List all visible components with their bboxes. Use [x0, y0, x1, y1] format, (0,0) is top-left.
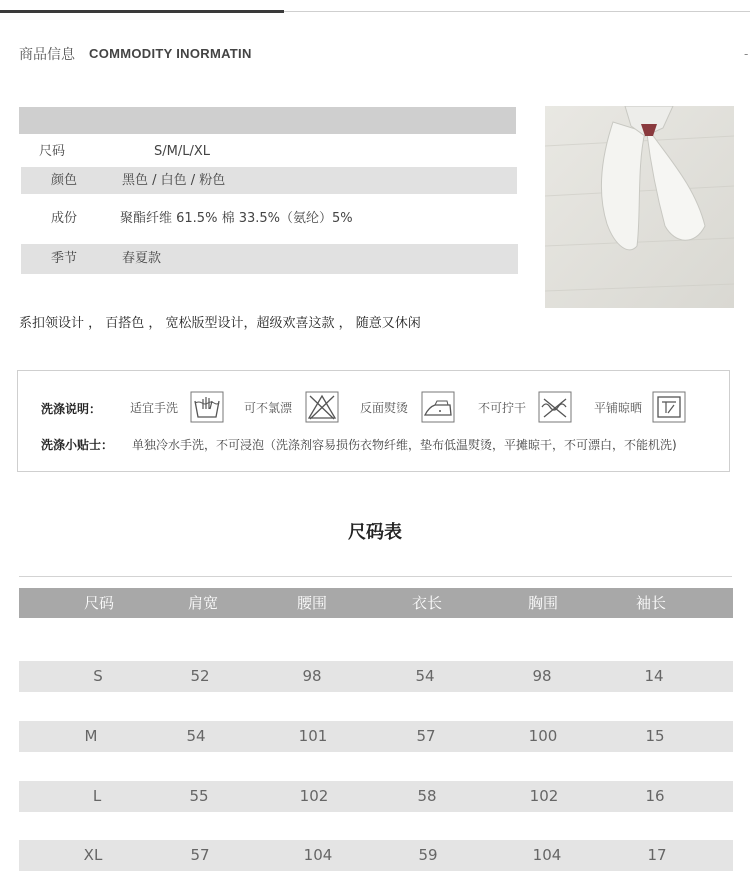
care-tips-text: 单独冷水手洗，不可浸泡（洗涤剂容易损伤衣物纤维，垫布低温熨烫，平摊晾干，不可漂白，不能机洗)	[132, 438, 677, 452]
attribute-label: 尺码	[38, 144, 65, 159]
size-table-divider	[19, 576, 732, 577]
size-table-cell: XL	[83, 846, 103, 864]
size-table-title: 尺码表	[348, 522, 402, 543]
size-table-header-cell: 尺码	[83, 594, 114, 612]
care-label: 洗涤说明：	[41, 402, 102, 416]
size-table-header	[19, 588, 733, 618]
size-table-cell: 57	[416, 727, 436, 745]
size-table-cell: 104	[303, 846, 333, 864]
size-table-cell: 52	[190, 667, 210, 685]
iron-icon	[421, 391, 455, 423]
size-table-cell: 57	[190, 846, 210, 864]
size-table-cell: 98	[532, 667, 552, 685]
size-table-row	[19, 721, 733, 752]
attribute-value: 春夏款	[122, 251, 162, 266]
size-table-row	[19, 781, 733, 812]
top-accent-bar	[0, 10, 284, 13]
size-table-cell: S	[93, 667, 103, 685]
section-title-en: COMMODITY INORMATIN	[89, 46, 252, 61]
size-table-cell: 101	[298, 727, 328, 745]
size-table-cell: 102	[299, 787, 329, 805]
attribute-value: 聚酯纤维 61.5% 棉 33.5%（氨纶）5%	[120, 211, 353, 226]
size-table-cell: 104	[532, 846, 562, 864]
attribute-label: 颜色	[50, 173, 77, 188]
size-table-cell: M	[84, 727, 98, 745]
hand-wash-icon	[190, 391, 224, 423]
size-table-cell: 100	[528, 727, 558, 745]
size-table-cell: 102	[529, 787, 559, 805]
size-table-header-cell: 腰围	[296, 594, 327, 612]
size-table-row	[19, 840, 733, 871]
care-item-label: 可不氯漂	[244, 401, 293, 415]
attribute-row-size	[21, 138, 517, 165]
care-instructions-box	[17, 370, 730, 472]
care-item-label: 适宜手洗	[130, 401, 179, 415]
attribute-value: 黑色 / 白色 / 粉色	[122, 173, 226, 188]
size-table-cell: 58	[417, 787, 437, 805]
size-table-cell: 14	[644, 667, 664, 685]
size-table-header-cell: 袖长	[635, 594, 666, 612]
attribute-row-color	[21, 167, 517, 194]
size-table-header-cell: 胸围	[527, 594, 558, 612]
section-title-cn: 商品信息	[19, 47, 75, 63]
size-table-cell: 55	[189, 787, 209, 805]
size-table-cell: L	[92, 787, 102, 805]
no-wring-icon	[538, 391, 572, 423]
size-table-cell: 16	[645, 787, 665, 805]
attribute-value: S/M/L/XL	[154, 144, 210, 159]
attribute-label: 季节	[50, 251, 77, 266]
care-item-label: 不可拧干	[478, 401, 527, 415]
care-tips-label: 洗涤小贴士：	[41, 438, 114, 452]
size-table-cell: 54	[415, 667, 435, 685]
no-bleach-icon	[305, 391, 339, 423]
size-table-cell: 15	[645, 727, 665, 745]
size-table-cell: 98	[302, 667, 322, 685]
dry-flat-icon	[652, 391, 686, 423]
size-table-header-cell: 衣长	[411, 594, 442, 612]
size-table-row	[19, 661, 733, 692]
care-item-label: 反面熨烫	[360, 401, 409, 415]
care-item-label: 平铺晾晒	[594, 401, 643, 415]
size-table-cell: 59	[418, 846, 438, 864]
attribute-label: 成份	[50, 211, 77, 226]
product-description: 系扣领设计 ， 百搭色 ， 宽松版型设计，超级欢喜这款 ， 随意又休闲	[19, 316, 421, 331]
attribute-row-season	[21, 244, 518, 274]
attributes-header-bar	[19, 107, 516, 134]
section-right-mark: -	[744, 47, 749, 61]
size-table-header-cell: 肩宽	[187, 594, 218, 612]
size-table-cell: 54	[186, 727, 206, 745]
size-table-cell: 17	[647, 846, 667, 864]
product-photo	[545, 106, 734, 308]
attribute-row-material	[21, 205, 517, 232]
